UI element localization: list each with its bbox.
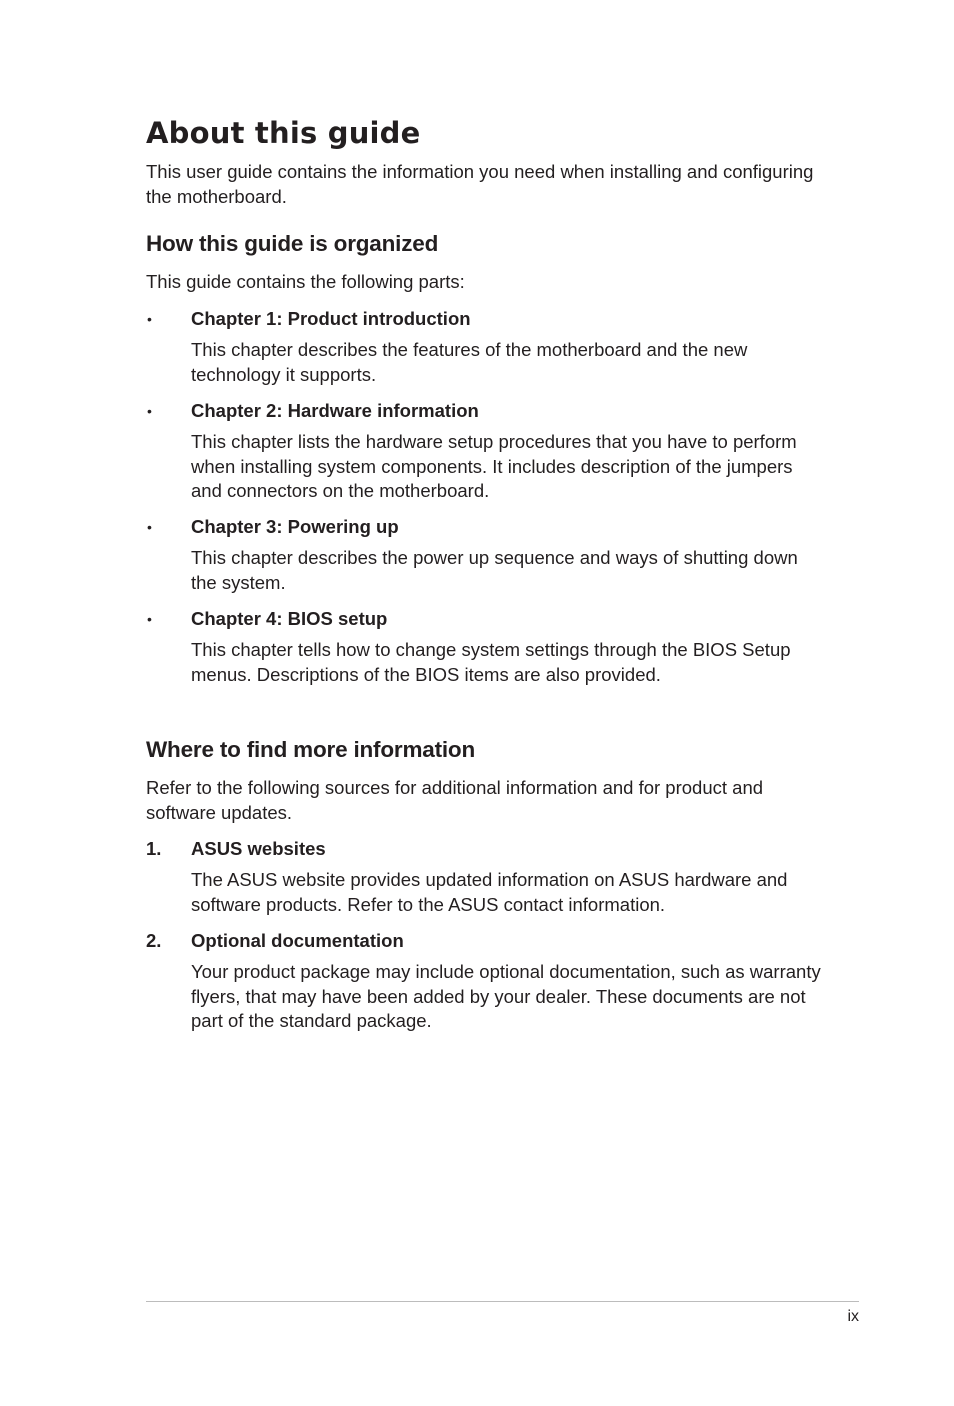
chapter-description: This chapter lists the hardware setup procedures that you have to perform when installing system components. It includes description of the jumpers and connectors on the motherboard. xyxy=(191,431,797,501)
chapter-title: Chapter 4: BIOS setup xyxy=(191,608,388,629)
chapter-title: Chapter 3: Powering up xyxy=(191,516,399,537)
chapter-title: Chapter 2: Hardware information xyxy=(191,400,479,421)
list-number: 1. xyxy=(146,838,162,859)
intro-paragraph: This user guide contains the information you need when installing and configuring the motherboard. xyxy=(146,161,814,207)
source-description: Your product package may include optional documentation, such as warranty flyers, that may have been added by your dealer. These documents are not part of the standard package. xyxy=(191,961,821,1031)
organization-lead: This guide contains the following parts: xyxy=(146,271,465,292)
list-number: 2. xyxy=(146,930,162,951)
page-number: ix xyxy=(847,1308,859,1325)
bullet-icon: • xyxy=(147,611,152,627)
bullet-icon: • xyxy=(147,403,152,419)
bullet-icon: • xyxy=(147,311,152,327)
page-title: About this guide xyxy=(146,116,421,150)
chapter-title: Chapter 1: Product introduction xyxy=(191,308,471,329)
footer-divider xyxy=(146,1301,859,1302)
chapter-description: This chapter describes the power up sequence and ways of shutting down the system. xyxy=(191,547,798,593)
chapter-description: This chapter tells how to change system settings through the BIOS Setup menus. Descriptions of the BIOS items are also provided. xyxy=(191,639,791,685)
source-description: The ASUS website provides updated information on ASUS hardware and software products. Refer to the ASUS contact information. xyxy=(191,869,788,915)
more-info-heading: Where to find more information xyxy=(146,737,475,762)
source-title: ASUS websites xyxy=(191,838,326,859)
more-info-lead: Refer to the following sources for additional information and for product and software updates. xyxy=(146,777,764,823)
bullet-icon: • xyxy=(147,519,152,535)
source-title: Optional documentation xyxy=(191,930,404,951)
organization-heading: How this guide is organized xyxy=(146,231,439,256)
chapter-description: This chapter describes the features of the motherboard and the new technology it supports. xyxy=(191,339,748,385)
